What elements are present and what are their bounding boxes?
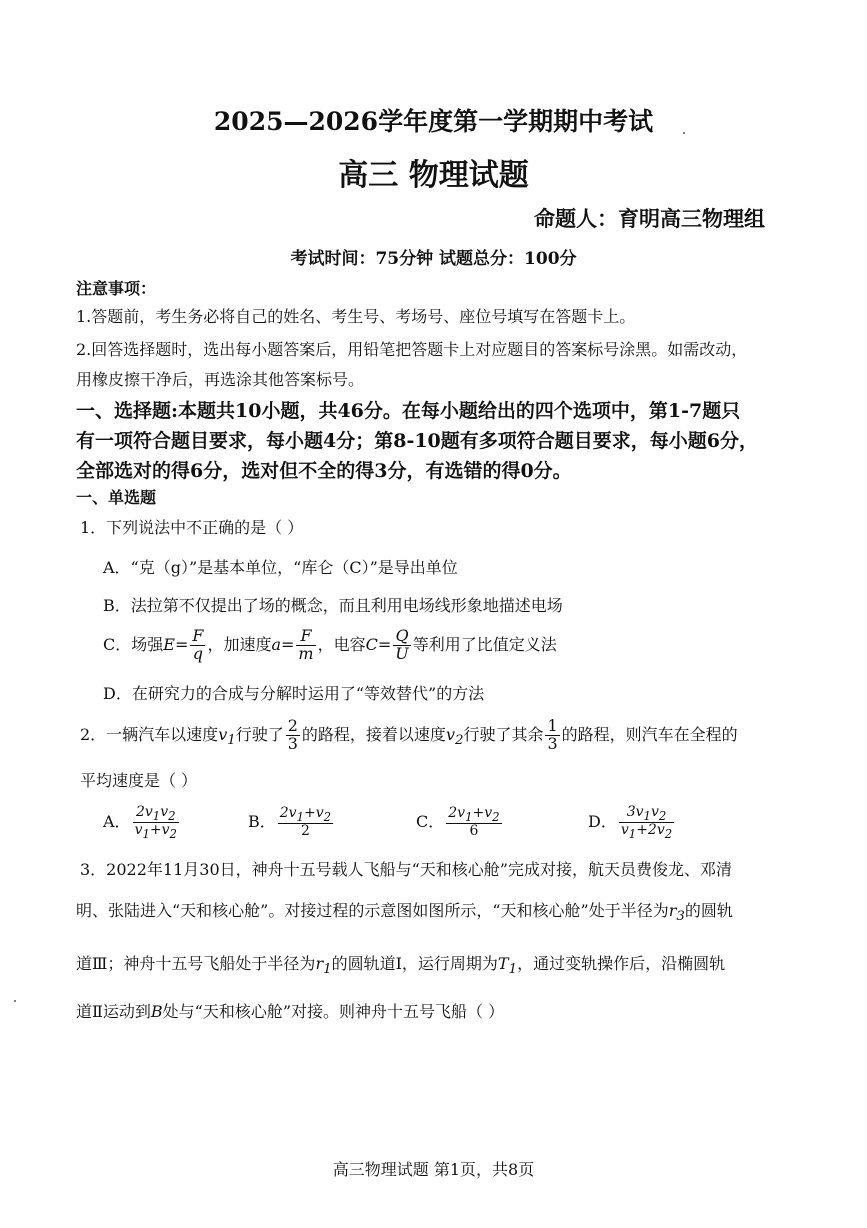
subsection-heading: 一、单选题 bbox=[76, 488, 157, 507]
formula-capacitance: C bbox=[365, 635, 378, 654]
question-3-line2 bbox=[76, 898, 733, 924]
section-heading-line3: 全部选对的得6分，选对但不全的得3分，有选错的得0分。 bbox=[76, 460, 572, 482]
page-footer: 高三物理试题 第1页，共8页 bbox=[332, 1160, 535, 1179]
question-3-line3 bbox=[76, 951, 725, 977]
q3-line3-text-c: ，通过变轨操作后，沿椭圆轨 bbox=[517, 954, 726, 973]
option-c-mid2: ，电容 bbox=[317, 635, 366, 654]
q3-line2-text-a: 明、张陆进入“天和核心舱”。对接过程的示意图如图所示，“天和核心舱”处于半径为 bbox=[76, 901, 669, 920]
question-2-option-b bbox=[248, 800, 335, 844]
scan-speck bbox=[14, 1000, 16, 1002]
q3-line4-text-b: 处与“天和核心舱”对接。则神舟十五号飞船（ ） bbox=[162, 1002, 505, 1021]
exam-title: 2025—2026学年度第一学期期中考试 bbox=[213, 107, 654, 136]
question-2-option-c bbox=[416, 800, 504, 844]
fraction-f-over-q: $\frac{F}{q}$ bbox=[192, 626, 204, 663]
question-1-option-a: A．“克（g）”是基本单位，“库仑（C）”是导出单位 bbox=[103, 558, 458, 577]
symbol-r1: $r_1$ bbox=[315, 954, 332, 978]
paper-title: 高三 物理试题 bbox=[338, 158, 529, 193]
author-line: 命题人：育明高三物理组 bbox=[534, 206, 765, 231]
notice-item-2: 2.回答选择题时，选出每小题答案后，用铅笔把答题卡上对应题目的答案标号涂黑。如需改动， bbox=[76, 340, 748, 359]
question-1-option-d: D．在研究力的合成与分解时运用了“等效替代”的方法 bbox=[103, 684, 485, 703]
question-2-stem-line2: 平均速度是（ ） bbox=[80, 771, 198, 790]
fraction-q-over-u: $\frac{Q}{U}$ bbox=[395, 626, 409, 663]
q3-line3-text-a: 道Ⅲ；神舟十五号飞船处于半径为 bbox=[76, 954, 316, 973]
symbol-v1: $v_1$ bbox=[218, 725, 236, 749]
fraction-one-third: $\frac{1}{3}$ bbox=[547, 716, 558, 753]
option-c-prefix: C．场强 bbox=[103, 635, 164, 654]
formula-option-b: $\frac{2v_1+v_2}{2}$ bbox=[279, 805, 332, 840]
notice-item-2-cont: 用橡皮擦干净后，再选涂其他答案标号。 bbox=[76, 370, 365, 389]
symbol-v2: $v_2$ bbox=[445, 725, 464, 749]
q2-text-b: 行驶了 bbox=[235, 725, 284, 744]
question-2-stem bbox=[80, 713, 738, 763]
question-3-line1: 3．2022年11月30日，神舟十五号载人飞船与“天和核心舱”完成对接，航天员费俊龙、邓清 bbox=[80, 860, 732, 879]
q2-text-a: 2．一辆汽车以速度 bbox=[80, 725, 219, 744]
q3-line4-text-a: 道Ⅱ运动到 bbox=[76, 1002, 151, 1021]
symbol-point-b: B bbox=[150, 1002, 163, 1021]
question-3-line4 bbox=[76, 999, 504, 1022]
q3-line2-text-b: 的圆轨 bbox=[684, 901, 733, 920]
section-heading-line1: 一、选择题:本题共10小题，共46分。在每小题给出的四个选项中，第1-7题只 bbox=[76, 400, 741, 422]
exam-info: 考试时间：75分钟 试题总分：100分 bbox=[290, 249, 577, 269]
option-c-suffix: 等利用了比值定义法 bbox=[412, 635, 557, 654]
question-2-option-d bbox=[588, 800, 676, 844]
question-2-option-a bbox=[103, 800, 181, 844]
q2-text-e: 的路程，则汽车在全程的 bbox=[561, 725, 738, 744]
option-c-label: C． bbox=[416, 812, 445, 831]
option-c-mid1: ，加速度 bbox=[207, 635, 272, 654]
notice-heading: 注意事项： bbox=[76, 279, 157, 298]
fraction-two-thirds: $\frac{2}{3}$ bbox=[287, 716, 298, 753]
q3-line3-text-b: 的圆轨道Ⅰ，运行周期为 bbox=[331, 954, 498, 973]
formula-option-c: $\frac{2v_1+v_2}{6}$ bbox=[448, 805, 500, 840]
section-heading-line2: 有一项符合题目要求，每小题4分；第8-10题有多项符合题目要求，每小题6分， bbox=[76, 430, 758, 452]
option-d-label: D． bbox=[588, 812, 617, 831]
symbol-t1: $T_1$ bbox=[497, 954, 518, 978]
fraction-f-over-m: $\frac{F}{m}$ bbox=[298, 626, 314, 663]
formula-option-d: $\frac{3v_1v_2}{v_1+2v_2}$ bbox=[620, 803, 673, 841]
option-b-label: B． bbox=[248, 812, 276, 831]
question-1-option-b: B．法拉第不仅提出了场的概念，而且利用电场线形象地描述电场 bbox=[103, 596, 563, 615]
q2-text-d: 行驶了其余 bbox=[463, 725, 544, 744]
formula-acceleration: a bbox=[271, 635, 282, 654]
scan-speck bbox=[683, 132, 685, 134]
symbol-r3: $r_3$ bbox=[668, 901, 685, 925]
formula-option-a: $\frac{2v_1v_2}{v_1+v_2}$ bbox=[134, 803, 177, 841]
question-1-option-c: C．场强E= $\frac{F}{q}$ ，加速度a= $\frac{F}{m}$ ，电容C= $\frac{Q}{U}$ 等利用了比值定义法 bbox=[103, 626, 557, 663]
notice-item-1: 1.答题前，考生务必将自己的姓名、考生号、考场号、座位号填写在答题卡上。 bbox=[76, 307, 636, 326]
option-a-label: A． bbox=[103, 812, 131, 831]
question-1-stem: 1．下列说法中不正确的是（ ） bbox=[80, 518, 304, 537]
formula-field-strength: E bbox=[163, 635, 175, 654]
q2-text-c: 的路程，接着以速度 bbox=[301, 725, 446, 744]
